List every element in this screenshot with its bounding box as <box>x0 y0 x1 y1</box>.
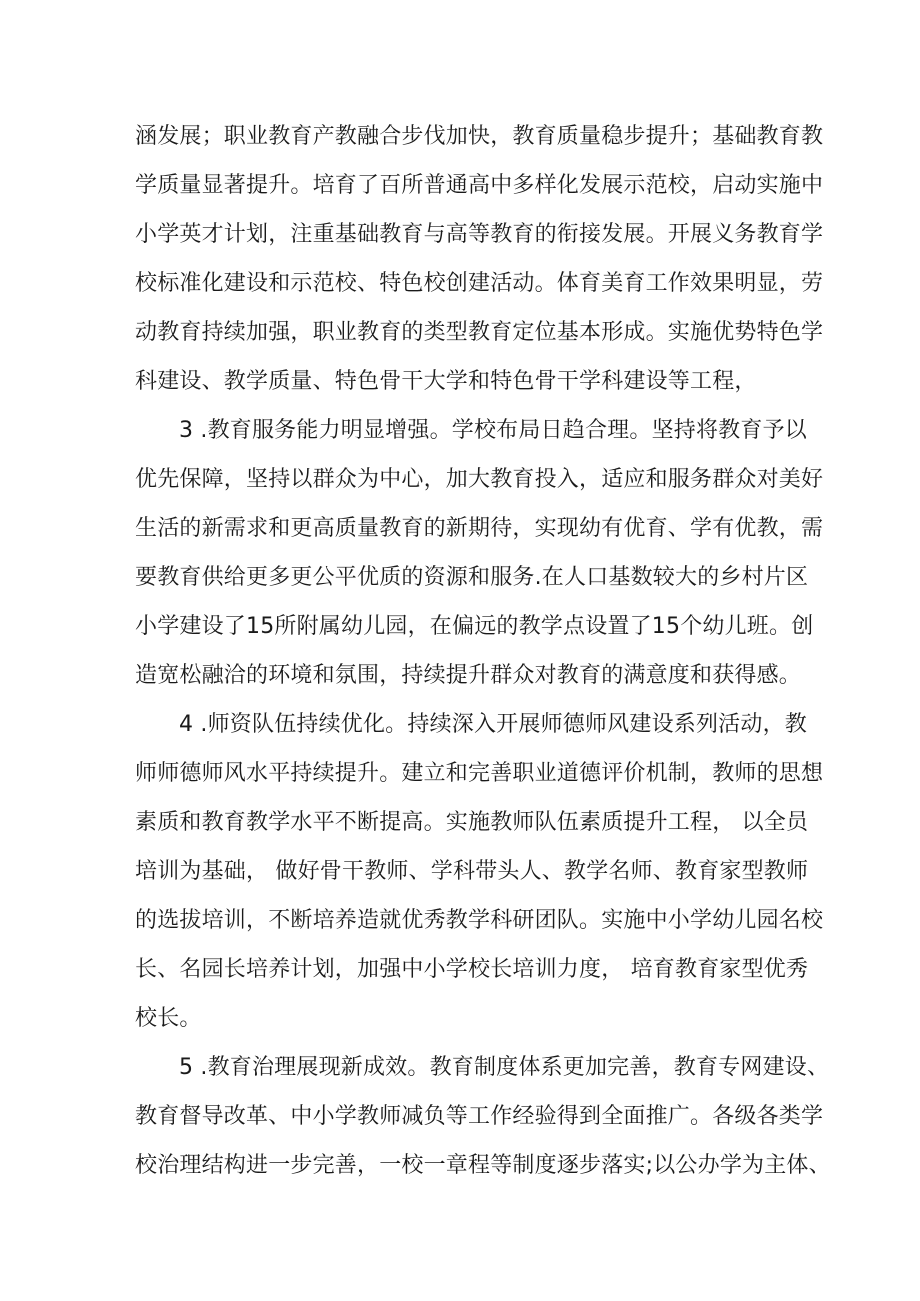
text-line: 4 .师资队伍持续优化。持续深入开展师德师风建设系列活动，教 <box>179 712 807 737</box>
text-line: 优先保障，坚持以群众为中心，加大教育投入，适应和服务群众对美好 <box>135 467 824 492</box>
text-line: 校治理结构进一步完善，一校一章程等制度逐步落实;以公办学为主体、 <box>135 1153 831 1178</box>
text-line: 要教育供给更多更公平优质的资源和服务.在人口基数较大的乡村片区 <box>135 565 809 590</box>
paragraph-item-5 <box>135 1043 831 1190</box>
text-line: 校长。 <box>135 1006 202 1031</box>
text-line: 造宽松融洽的环境和氛围，持续提升群众对教育的满意度和获得感。 <box>135 663 802 688</box>
text-line: 3 .教育服务能力明显增强。学校布局日趋合理。坚持将教育予以 <box>179 418 807 443</box>
text-line: 教育督导改革、中小学教师减负等工作经验得到全面推广。各级各类学 <box>135 1104 824 1129</box>
text-line: 长、名园长培养计划，加强中小学校长培训力度， 培育教育家型优秀 <box>135 957 809 982</box>
text-line: 涵发展；职业教育产教融合步伐加快，教育质量稳步提升；基础教育教 <box>135 124 824 149</box>
text-line: 培训为基础， 做好骨干教师、学科带头人、教学名师、教育家型教师 <box>135 859 809 884</box>
text-line: 素质和教育教学水平不断提高。实施教师队伍素质提升工程， 以全员 <box>135 810 809 835</box>
text-line: 动教育持续加强，职业教育的类型教育定位基本形成。实施优势特色学 <box>135 320 824 345</box>
document-body <box>135 112 831 1190</box>
text-line: 校标准化建设和示范校、特色校创建活动。体育美育工作效果明显，劳 <box>135 271 824 296</box>
text-line: 生活的新需求和更高质量教育的新期待，实现幼有优育、学有优教，需 <box>135 516 824 541</box>
text-line: 5 .教育治理展现新成效。教育制度体系更加完善，教育专网建设、 <box>179 1055 830 1080</box>
text-line: 小学建设了15所附属幼儿园，在偏远的教学点设置了15个幼儿班。创 <box>135 614 814 639</box>
text-line: 师师德师风水平持续提升。建立和完善职业道德评价机制，教师的思想 <box>135 761 824 786</box>
text-line: 科建设、教学质量、特色骨干大学和特色骨干学科建设等工程， <box>135 369 757 394</box>
text-line: 学质量显著提升。培育了百所普通高中多样化发展示范校，启动实施中 <box>135 173 824 198</box>
text-line: 的选拔培训，不断培养造就优秀教学科研团队。实施中小学幼儿园名校 <box>135 908 824 933</box>
paragraph-item-3 <box>135 406 824 700</box>
paragraph-continuation <box>135 112 824 406</box>
text-line: 小学英才计划，注重基础教育与高等教育的衔接发展。开展义务教育学 <box>135 222 824 247</box>
paragraph-item-4 <box>135 700 824 1043</box>
